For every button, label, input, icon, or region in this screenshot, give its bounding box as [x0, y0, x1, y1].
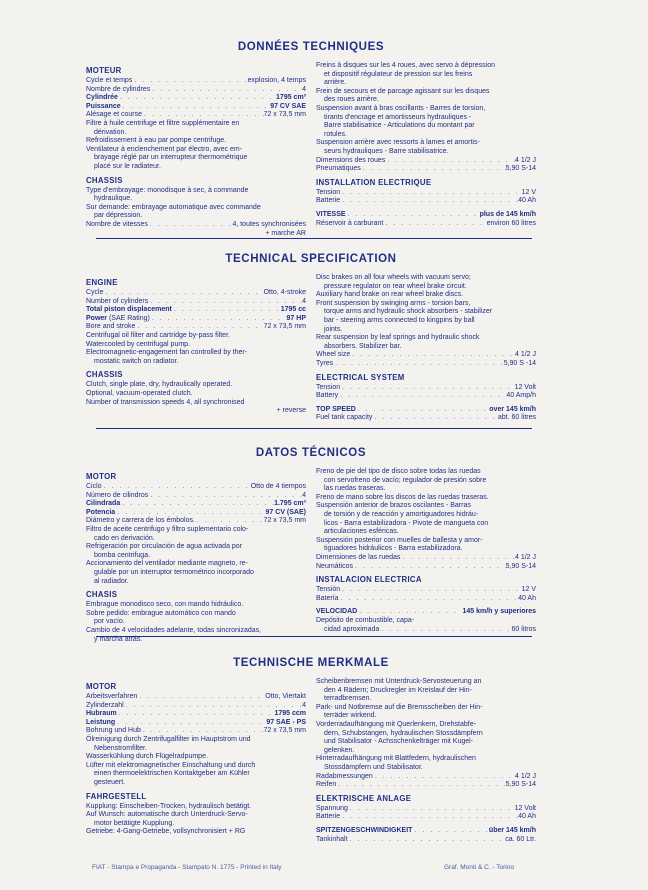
fr-clutch-text: Type d'embrayage: monodisque à sec, à commande hydraulique. — [86, 186, 249, 203]
en-electrical-heading: ELECTRICAL SYSTEM — [316, 372, 405, 382]
de-chassis-heading: FAHRGESTELL — [86, 791, 147, 801]
fr-displacement-row: Cylindrée . . . 1795 cm³ — [86, 94, 306, 103]
fr-power-row: Puissance . . . 97 CV SAE — [86, 103, 306, 112]
en-cooling-text: Watercooled by centrifugal pump. — [86, 340, 191, 348]
fr-reverse-text: + marche AR — [265, 229, 306, 237]
en-engine-heading: ENGINE — [86, 278, 118, 287]
fr-left-column — [86, 62, 306, 238]
de-fuel-row: Tankinhalt . . . ca. 60 Ltr. — [316, 836, 536, 845]
es-bore-row: Diámetro y carrera de los émbolos. . . . 72 x 73,5 mm — [86, 517, 306, 526]
fr-rear-suspension-text: Suspension arrière avec ressorts à lames et amortis- seurs hydrauliques - Barre stabilisatrice. — [316, 139, 480, 155]
es-rear-suspension-text: Suspensión posterior con muelles de ballesta y amor- tiguadores hidráulicos - Barra estabilizadora. — [316, 536, 483, 553]
de-oil-filter-text: Ölreinigung durch Zentrifugalfilter im Hauptstrom und Nebenstromfilter. — [86, 735, 251, 752]
en-fuel-row: Fuel tank capacity . . . abt. 60 litres — [316, 414, 536, 423]
es-brakes-text: Freno de pie del tipo de disco sobre todas las ruedas con servofreno de vacío; regulador de presión sobre las ruedas traseras. — [316, 468, 487, 493]
de-cycle-row: Arbeitsverfahren . . . Otto, Viertakt — [86, 693, 306, 702]
section-title-es: DATOS TÉCNICOS — [255, 447, 367, 459]
fr-battery-row: Batterie . . . 40 Ah — [316, 197, 536, 206]
es-tension-row: Tensión . . . 12 V — [316, 586, 536, 595]
es-motor-heading: MOTOR — [86, 472, 117, 481]
en-optional-clutch-text: Optional, vacuum-operated clutch. — [86, 389, 193, 397]
de-top-speed-row: SPITZENGESCHWINDIGKEIT . . . über 145 km/h — [316, 827, 536, 836]
de-optional-clutch-text: Auf Wunsch: automatische durch Unterdruck-Servo- motor betätigte Kupplung. — [86, 811, 248, 827]
de-displacement-row: Hubraum . . . 1795 ccm — [86, 710, 306, 719]
de-parking-brake-text: Park- und Notbremse auf die Bremsscheiben der Hin- terräder wirkend. — [316, 703, 483, 720]
fr-fuel-row: Réservoir à carburant . . . environ 60 litres — [316, 220, 536, 229]
fr-cooling-text: Refroidissement à eau par pompe centrifuge. — [86, 137, 227, 145]
en-clutch-text: Clutch, single plate, dry, hydraulically operated. — [86, 381, 233, 389]
es-left-column — [86, 468, 306, 644]
de-front-suspension-text: Vorderradaufhängung mit Querlenkern, Drehstabfe- dern, Schubstangen, hydraulischen Stossdämpfern und Stabilisator - Achsschenkelträger mit Kugel- gelenken. — [316, 720, 483, 754]
de-left-column — [86, 678, 306, 844]
de-fan-text: Lüfter mit elektromagnetischer Einschaltung und durch einen thermoelektrischen Kontaktgeber am Kühler gesteuert. — [86, 761, 256, 786]
fr-chassis-heading: CHASSIS — [86, 175, 123, 185]
es-cycle-row: Ciclo . . . Otto de 4 tiempos — [86, 483, 306, 492]
en-speeds-text: Number of transmission speeds 4, all synchronised — [86, 398, 245, 406]
es-right-column — [316, 468, 536, 644]
fr-brakes-text: Freins à disques sur les 4 roues, avec servo à dépression et dispositif régulateur de pression sur les freins arrière. — [316, 62, 495, 87]
en-hand-brake-text: Auxiliary hand brake on rear wheel brake discs. — [316, 291, 464, 299]
fr-electrical-heading: INSTALLATION ELECTRIQUE — [316, 177, 432, 187]
de-wheels-row: Radabmessungen . . . 4 1/2 J — [316, 773, 536, 782]
en-bore-row: Bore and stroke . . . 72 x 73,5 mm — [86, 323, 306, 332]
divider-rule — [96, 238, 532, 239]
section-german — [86, 654, 536, 844]
es-front-suspension-text: Suspensión anterior de brazos oscilantes - Barras de torsión y de reacción y amortiguadores hidráu- licos - Barra estabilizadora - Pivote de mangueta con articulaciones esféricas. — [316, 502, 489, 536]
footer-printer-note: FIAT - Stampa e Propaganda - Stampato N. 1775 - Printed in Italy — [92, 864, 282, 871]
fr-optional-clutch-text: Sur demande: embrayage automatique avec commande par dépression. — [86, 203, 261, 220]
fr-right-column — [316, 62, 536, 238]
en-oil-filter-text: Centrifugal oil filter and cartridge by-pass filter. — [86, 331, 230, 339]
es-cylinders-row: Número de cilindros . . . 4 — [86, 492, 306, 501]
es-battery-row: Batería . . . 40 Ah — [316, 595, 536, 604]
en-brakes-text: Disc brakes on all four wheels with vacuum servo; pressure regulator on rear wheel brake circuit. — [316, 274, 471, 290]
es-wheels-row: Dimensiones de las ruedas . . . 4 1/2 J — [316, 554, 536, 563]
en-tension-row: Tension . . . 12 Volt — [316, 384, 536, 393]
es-fuel-row: cidad aproximada . . . 60 litros — [316, 626, 536, 635]
es-fan-text: Accionamiento del ventilador mediante magneto, re- gulable por un interruptor termométrico incorporado al radiador. — [86, 560, 254, 585]
fr-cycle-row: Cycle et temps . . . explosion, 4 temps — [86, 77, 306, 86]
en-top-speed-row: TOP SPEED . . . over 145 km/h — [316, 406, 536, 415]
de-bore-row: Bohrung und Hub . . . 72 x 73,5 mm — [86, 727, 306, 736]
en-left-column — [86, 274, 306, 423]
es-electrical-heading: INSTALACION ELECTRICA — [316, 575, 422, 585]
de-cylinders-row: Zylinderzahl . . . 4 — [86, 702, 306, 711]
en-tyres-row: Tyres . . . 5,90 S -14 — [316, 360, 536, 369]
de-cooling-text: Wasserkühlung durch Flügelradpumpe. — [86, 753, 208, 761]
es-speed-row: VELOCIDAD . . . 145 km/h y superiores — [316, 608, 536, 617]
section-spanish — [86, 444, 536, 644]
en-reverse-text: + reverse — [276, 407, 306, 415]
fr-parking-brake-text: Frein de secours et de parcage agissant sur les disques des roues arrière. — [316, 87, 490, 104]
section-french — [86, 38, 536, 238]
de-brakes-text: Scheibenbremsen mit Unterdruck-Servosteuerung an den 4 Rädern; Druckregler im Kreislauf der Hin- terradbremsen. — [316, 678, 482, 703]
divider-rule — [96, 428, 532, 429]
fr-tension-row: Tension . . . 12 V — [316, 189, 536, 198]
es-power-row: Potencia . . . 97 CV (SAE) — [86, 509, 306, 518]
es-clutch-text: Embrague monodisco seco, con mando hidráulico. — [86, 601, 244, 609]
fr-speed-row: VITESSE . . . plus de 145 km/h — [316, 211, 536, 220]
en-front-suspension-text: Front suspension by swinging arms - torsion bars, torque arms and hydraulic shock absorbers - stabilizer bar - steering arms connected to kingpins by ball joints. — [316, 299, 493, 333]
section-title-fr: DONNÉES TECHNIQUES — [237, 41, 385, 53]
es-chassis-heading: CHASIS — [86, 590, 118, 600]
fr-motor-heading: MOTEUR — [86, 66, 122, 75]
fr-speeds-row: Nombre de vitesses . . . 4, toutes synchronisées — [86, 221, 306, 230]
fr-bore-row: Alésage et course . . . 72 x 73,5 mm — [86, 111, 306, 120]
fr-cylinders-row: Nombre de cylindres . . . 4 — [86, 86, 306, 95]
es-optional-clutch-text: Sobre pedido: embrague automático con mando por vacío. — [86, 609, 236, 626]
en-displacement-row: Total piston displacement . . . 1795 cc — [86, 306, 306, 315]
de-motor-heading: MOTOR — [86, 682, 117, 691]
fr-tyres-row: Pneumatiques . . . 5,90 S-14 — [316, 165, 536, 174]
en-fan-text: Electromagnetic-engagement fan controlled by ther- mostatic switch on radiator. — [86, 349, 248, 365]
divider-rule — [96, 636, 532, 637]
en-wheel-row: Wheel size . . . 4 1/2 J — [316, 351, 536, 360]
es-displacement-row: Cilindrada . . . 1.795 cm³ — [86, 500, 306, 509]
fr-oil-filter-text: Filtre à huile centrifuge et filtre supplémentaire en dérivation. — [86, 119, 240, 136]
de-power-row: Leistung . . . 97 SAE - PS — [86, 719, 306, 728]
section-english — [86, 250, 536, 423]
en-battery-row: Battery . . . 40 Amp/h — [316, 392, 536, 401]
de-battery-row: Batterie . . . 40 Ah — [316, 813, 536, 822]
es-gearbox-text: Cambio de 4 velocidades adelante, todas sincronizadas, y marcha atrás. — [86, 626, 262, 643]
footer-publisher: Graf. Monti & C. - Torino — [444, 864, 514, 871]
en-chassis-heading: CHASSIS — [86, 370, 123, 380]
fr-front-suspension-text: Suspension avant à bras oscillants - Barres de torsion, tirants d'encrage et amortisseurs hydrauliques - Barre stabilisatrice - Articulations du montant par rotules. — [316, 104, 486, 138]
es-fuel-text: Depósito de combustible, capa- — [316, 616, 415, 624]
de-gearbox-text: Getriebe: 4-Gang-Getriebe, vollsynchronisiert + RG — [86, 828, 246, 836]
en-power-row: Power (SAE Rating) . . . 97 HP — [86, 315, 306, 324]
section-title-en: TECHNICAL SPECIFICATION — [225, 253, 397, 265]
fr-fan-text: Ventilateur à enclenchement par électro, avec em- brayage réglé par un interrupteur thermométrique placé sur le radiateur. — [86, 145, 248, 170]
de-rear-suspension-text: Hinterradaufhängung mit Blattfedern, hydraulischen Stossdämpfern und Stabilisator. — [316, 755, 476, 771]
es-tyres-row: Neumáticos . . . 5,90 S-14 — [316, 563, 536, 572]
en-cycle-row: Cycle . . . Otto, 4-stroke — [86, 289, 306, 298]
en-right-column — [316, 274, 536, 423]
de-electrical-heading: ELEKTRISCHE ANLAGE — [316, 793, 412, 803]
es-hand-brake-text: Freno de mano sobre los discos de las ruedas traseras. — [316, 493, 489, 501]
es-cooling-text: Refrigeración por circulación de agua activada por bomba centrifuga. — [86, 543, 243, 559]
de-right-column — [316, 678, 536, 844]
en-rear-suspension-text: Rear suspension by leaf springs and hydraulic shock absorbers. Stabilizer bar. — [316, 334, 480, 350]
fr-wheels-row: Dimensions des roues . . . 4 1/2 J — [316, 157, 536, 166]
de-tyres-row: Reifen . . . 5,90 S-14 — [316, 781, 536, 790]
de-tension-row: Spannung . . . 12 Volt — [316, 805, 536, 814]
en-cylinders-row: Number of cylinders . . . 4 — [86, 298, 306, 307]
es-oil-filter-text: Filtro de aceite centrifugo y filtro suplementario colo- cado en derivación. — [86, 525, 249, 542]
de-clutch-text: Kupplung: Einscheiben-Trocken, hydraulisch betätigt. — [86, 802, 252, 810]
section-title-de: TECHNISCHE MERKMALE — [233, 657, 389, 669]
